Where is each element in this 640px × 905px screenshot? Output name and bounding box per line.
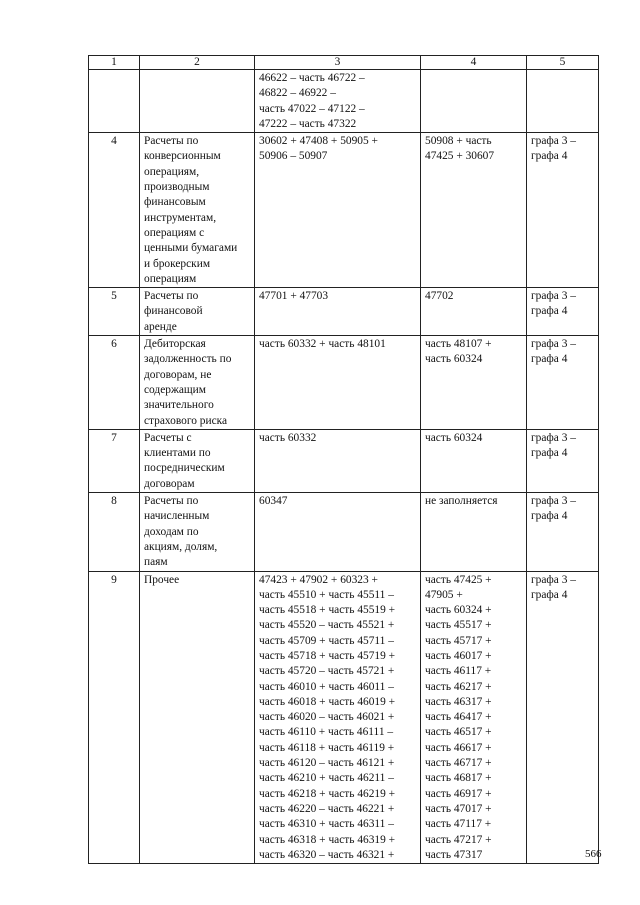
cell-line: 60347: [259, 495, 288, 508]
cell-line: часть 46210 + часть 46211 –: [259, 772, 394, 785]
cell-line: графа 4: [531, 150, 568, 163]
cell-line: часть 46217 +: [425, 680, 492, 693]
cell-line: 47423 + 47902 + 60323 +: [259, 573, 378, 586]
cell-line: конверсионным: [144, 150, 221, 163]
cell-line: паям: [144, 556, 168, 569]
credit-accounts: [421, 133, 527, 288]
cell-line: часть 46320 – часть 46321 +: [259, 848, 395, 861]
cell-line: часть 46317 +: [425, 695, 492, 708]
cell-line: аренде: [144, 320, 177, 333]
cell-line: часть 47022 – 47122 –: [259, 102, 365, 115]
balance-table: [88, 55, 599, 864]
cell-line: 47702: [425, 290, 454, 303]
cell-line: и брокерским: [144, 257, 211, 270]
credit-accounts: [421, 493, 527, 571]
debit-accounts: [255, 336, 421, 430]
cell-line: 47701 + 47703: [259, 290, 329, 303]
cell-line: 50906 – 50907: [259, 150, 328, 163]
row-name: [140, 70, 255, 133]
cell-line: часть 46517 +: [425, 726, 492, 739]
cell-line: 47222 – часть 47322: [259, 117, 357, 130]
row-name: [140, 429, 255, 492]
cell-line: часть 47317: [425, 848, 483, 861]
cell-line: 30602 + 47408 + 50905 +: [259, 135, 378, 148]
cell-line: графа 3 –: [531, 573, 576, 586]
row-name: [140, 288, 255, 336]
header-row: [89, 56, 599, 70]
cell-line: часть 45718 + часть 45719 +: [259, 649, 396, 662]
credit-accounts: [421, 571, 527, 864]
cell-line: Расчеты с: [144, 431, 192, 444]
row-name: [140, 493, 255, 571]
cell-line: графа 3 –: [531, 338, 576, 351]
cell-line: часть 46118 + часть 46119 +: [259, 741, 395, 754]
cell-line: производным: [144, 181, 210, 194]
cell-line: часть 46220 – часть 46221 +: [259, 802, 395, 815]
row-number: 6: [89, 336, 140, 430]
cell-line: часть 60332 + часть 48101: [259, 338, 386, 351]
formula: [527, 571, 599, 864]
cell-line: начисленным: [144, 510, 210, 523]
cell-line: графа 4: [531, 588, 568, 601]
cell-line: графа 4: [531, 510, 568, 523]
cell-line: часть 45520 – часть 45521 +: [259, 619, 395, 632]
cell-line: задолженность по: [144, 353, 232, 366]
credit-accounts: [421, 429, 527, 492]
cell-line: графа 3 –: [531, 431, 576, 444]
debit-accounts: [255, 288, 421, 336]
formula: [527, 133, 599, 288]
formula: [527, 336, 599, 430]
cell-line: часть 46318 + часть 46319 +: [259, 833, 396, 846]
debit-accounts: [255, 571, 421, 864]
cell-line: часть 60332: [259, 431, 317, 444]
debit-accounts: [255, 429, 421, 492]
cell-line: значительного: [144, 399, 214, 412]
cell-line: Расчеты по: [144, 135, 199, 148]
debit-accounts: [255, 70, 421, 133]
cell-line: графа 4: [531, 305, 568, 318]
cell-line: 47905 +: [425, 588, 463, 601]
cell-line: часть 46717 +: [425, 757, 492, 770]
cell-line: посредническим: [144, 462, 225, 475]
cell-line: часть 46017 +: [425, 649, 492, 662]
header-col-3: 3: [255, 56, 421, 70]
cell-line: инструментам,: [144, 211, 217, 224]
cell-line: часть 46010 + часть 46011 –: [259, 680, 394, 693]
cell-line: графа 3 –: [531, 495, 576, 508]
cell-line: часть 46020 – часть 46021 +: [259, 711, 395, 724]
row-number: 7: [89, 429, 140, 492]
header-col-5: 5: [527, 56, 599, 70]
cell-line: операциям: [144, 272, 197, 285]
cell-line: часть 46617 +: [425, 741, 492, 754]
header-col-2: 2: [140, 56, 255, 70]
header-col-4: 4: [421, 56, 527, 70]
cell-line: графа 3 –: [531, 135, 576, 148]
debit-accounts: [255, 493, 421, 571]
cell-line: договорам, не: [144, 368, 212, 381]
cell-line: часть 45720 – часть 45721 +: [259, 665, 395, 678]
table-row: [89, 70, 599, 133]
cell-line: Прочее: [144, 573, 180, 586]
row-name: [140, 571, 255, 864]
cell-line: часть 45517 +: [425, 619, 492, 632]
cell-line: страхового риска: [144, 414, 228, 427]
cell-line: часть 48107 +: [425, 338, 492, 351]
cell-line: доходам по: [144, 525, 199, 538]
cell-line: часть 46018 + часть 46019 +: [259, 695, 396, 708]
cell-line: часть 60324: [425, 353, 483, 366]
cell-line: часть 47217 +: [425, 833, 492, 846]
row-name: [140, 336, 255, 430]
cell-line: часть 46817 +: [425, 772, 492, 785]
cell-line: 47425 + 30607: [425, 150, 495, 163]
cell-line: часть 60324: [425, 431, 483, 444]
debit-accounts: [255, 133, 421, 288]
row-name: [140, 133, 255, 288]
formula: [527, 70, 599, 133]
cell-line: часть 45518 + часть 45519 +: [259, 604, 396, 617]
credit-accounts: [421, 70, 527, 133]
cell-line: Расчеты по: [144, 290, 199, 303]
cell-line: часть 46120 – часть 46121 +: [259, 757, 395, 770]
cell-line: финансовой: [144, 305, 203, 318]
cell-line: операциям с: [144, 226, 205, 239]
cell-line: 46622 – часть 46722 –: [259, 72, 365, 84]
credit-accounts: [421, 288, 527, 336]
table-row: [89, 288, 599, 336]
credit-accounts: [421, 336, 527, 430]
cell-line: ценными бумагами: [144, 242, 238, 255]
cell-line: 50908 + часть: [425, 135, 492, 148]
cell-line: операциям,: [144, 165, 200, 178]
cell-line: часть 46310 + часть 46311 –: [259, 818, 394, 831]
cell-line: часть 47017 +: [425, 802, 492, 815]
page-number: 566: [585, 848, 602, 860]
formula: [527, 429, 599, 492]
row-number: 8: [89, 493, 140, 571]
cell-line: содержащим: [144, 383, 206, 396]
formula: [527, 288, 599, 336]
row-number: [89, 70, 140, 133]
cell-line: не заполняется: [425, 495, 498, 508]
formula: [527, 493, 599, 571]
cell-line: графа 4: [531, 447, 568, 460]
cell-line: часть 46218 + часть 46219 +: [259, 787, 396, 800]
cell-line: акциям, долям,: [144, 540, 218, 553]
cell-line: часть 46117 +: [425, 665, 492, 678]
header-col-1: 1: [89, 56, 140, 70]
cell-line: часть 45510 + часть 45511 –: [259, 588, 394, 601]
table-row: [89, 571, 599, 864]
cell-line: часть 46917 +: [425, 787, 492, 800]
cell-line: графа 4: [531, 353, 568, 366]
table-row: [89, 133, 599, 288]
table-row: [89, 493, 599, 571]
table-row: [89, 429, 599, 492]
cell-line: часть 47117 +: [425, 818, 492, 831]
row-number: 4: [89, 133, 140, 288]
row-number: 5: [89, 288, 140, 336]
cell-line: договорам: [144, 477, 195, 490]
cell-line: часть 45717 +: [425, 634, 492, 647]
cell-line: клиентами по: [144, 447, 211, 460]
cell-line: часть 60324 +: [425, 604, 492, 617]
cell-line: Дебиторская: [144, 338, 206, 351]
row-number: 9: [89, 571, 140, 864]
cell-line: часть 46417 +: [425, 711, 492, 724]
cell-line: графа 3 –: [531, 290, 576, 303]
cell-line: часть 45709 + часть 45711 –: [259, 634, 394, 647]
cell-line: часть 46110 + часть 46111 –: [259, 726, 394, 739]
cell-line: часть 47425 +: [425, 573, 492, 586]
cell-line: 46822 – 46922 –: [259, 87, 336, 100]
cell-line: финансовым: [144, 196, 206, 209]
cell-line: Расчеты по: [144, 495, 199, 508]
table-row: [89, 336, 599, 430]
